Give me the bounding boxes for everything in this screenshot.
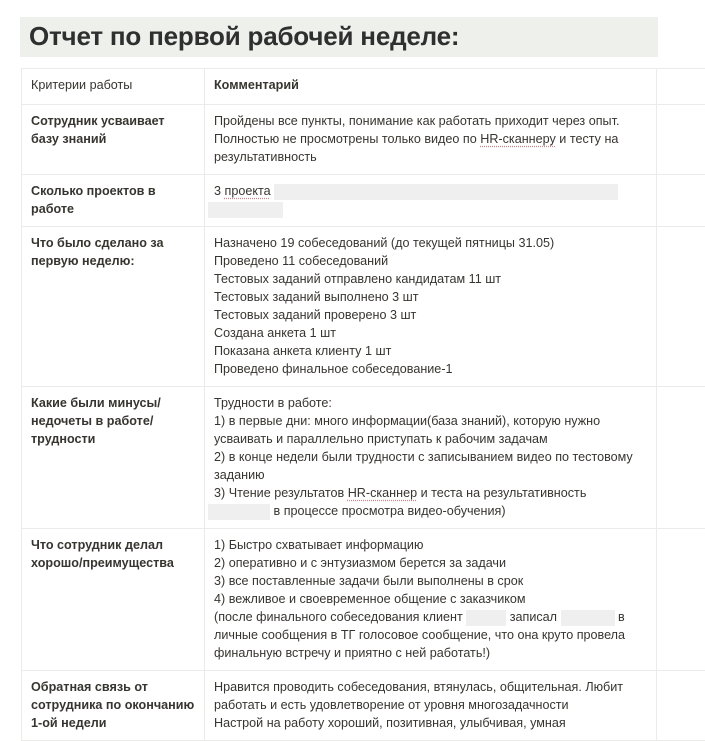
criterion-cell: Что было сделано за первую неделю: [22,227,205,387]
criterion-cell: Обратная связь от сотрудника по окончанию 1-ой недели [22,671,205,741]
redacted-block [561,610,615,626]
redacted-block [274,184,618,200]
header-comment: Комментарий [205,69,657,105]
criterion-cell: Что сотрудник делал хорошо/преимущества [22,529,205,671]
comment-cell: Назначено 19 собеседований (до текущей пятницы 31.05) Проведено 11 собеседований Тестовых заданий отправлено кандидатам 11 шт Тестовых заданий выполнено 3 шт Тестовых заданий проверено 3 шт Создана анкета 1 шт Показана анкета клиенту 1 шт Проведено финальное собеседование-1 [205,227,657,387]
page-title-block [20,17,658,57]
criterion-cell: Сотрудник усваивает базу знаний [22,105,205,175]
page-title: Отчет по первой рабочей неделе: [29,21,459,52]
comment-cell: Трудности в работе: 1) в первые дни: много информации(база знаний), которую нужно усваивать и параллельно приступать к рабочим задачам 2) в конце недели были трудности с записыванием видео по тестовому заданию 3) Чтение результатов HR-сканнер и теста на результативность в процессе просмотра видео-обучения) [205,387,657,529]
criterion-cell: Сколько проектов в работе [22,175,205,227]
criterion-cell: Какие были минусы/ недочеты в работе/ трудности [22,387,205,529]
table-row [22,387,705,529]
table-row [22,529,705,671]
table-row [22,175,705,227]
report-table [21,68,705,741]
table-row [22,227,705,387]
comment-cell: 3 проекта [205,175,657,227]
redacted-block [208,504,270,520]
spellcheck-word: HR-сканнеру [480,132,556,146]
comment-cell: Нравится проводить собеседования, втянулась, общительная. Любит работать и есть удовлетворение от уровня многозадачности Настрой на работу хороший, позитивная, улыбчивая, умная [205,671,657,741]
redacted-block [208,202,283,218]
header-criteria: Критерии работы [22,69,205,105]
table-header-row [22,69,705,105]
comment-cell: 1) Быстро схватывает информацию 2) оперативно и с энтузиазмом берется за задачи 3) все поставленные задачи были выполнены в срок 4) вежливое и своевременное общение с заказчиком (после финального собеседования клиент записал в личные сообщения в ТГ голосовое сообщение, что она круто провела финальную встречу и приятно с ней работать!) [205,529,657,671]
table-row [22,671,705,741]
table-row [22,105,705,175]
comment-cell: Пройдены все пункты, понимание как работать приходит через опыт. Полностью не просмотрены только видео по HR-сканнеру и тесту на результативность [205,105,657,175]
redacted-block [466,610,506,626]
